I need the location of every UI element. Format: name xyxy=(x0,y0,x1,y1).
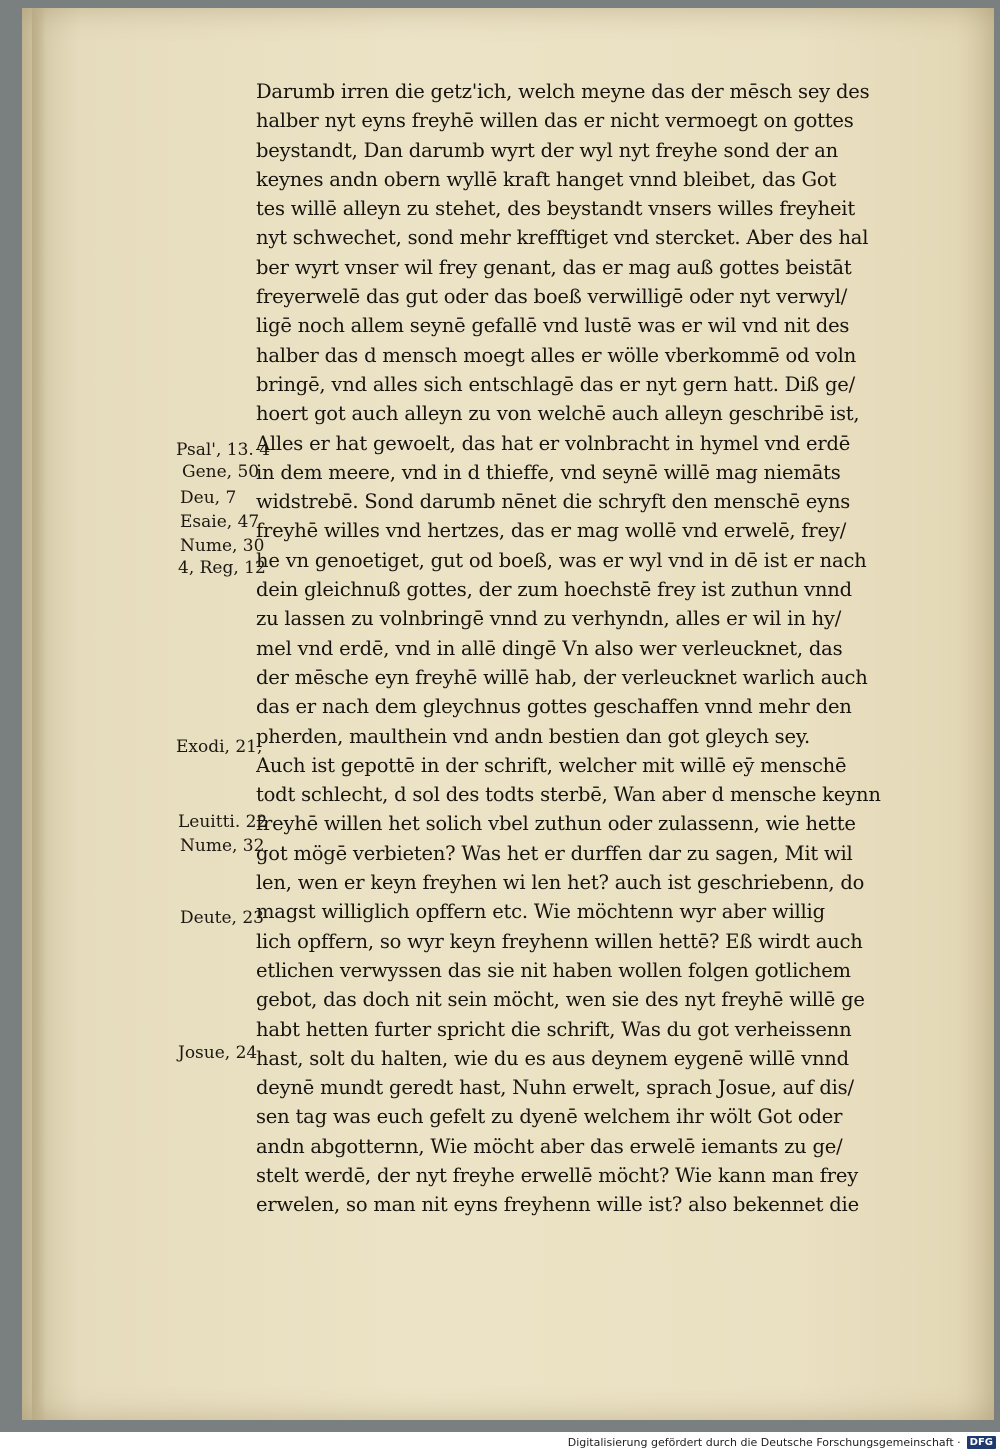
margin-note: Exodi, 21, xyxy=(176,737,263,757)
margin-note: Deute, 23 xyxy=(180,908,264,928)
text-line: ber wyrt vnser wil frey genant, das er mag auß gottes beistāt xyxy=(256,255,852,279)
text-line: der mēsche eyn freyhē willē hab, der verleucknet warlich auch xyxy=(256,665,868,689)
text-line: todt schlecht, d sol des todts sterbē, Wan aber d mensche keynn xyxy=(256,783,881,807)
text-line: bringē, vnd alles sich entschlagē das er nyt gern hatt. Diß ge/ xyxy=(256,372,855,396)
margin-note: Esaie, 47 xyxy=(180,512,260,532)
margin-note: Leuitti. 22 xyxy=(178,812,268,832)
main-text-block xyxy=(256,77,968,1220)
text-line: keynes andn obern wyllē kraft hanget vnnd bleibet, das Got xyxy=(256,167,837,191)
text-line: freyerwelē das gut oder das boeß verwilligē oder nyt verwyl/ xyxy=(256,285,848,309)
text-line: Auch ist gepottē in der schrift, welcher mit willē eȳ menschē xyxy=(256,753,847,777)
text-line: pherden, maulthein vnd andn bestien dan got gleych sey. xyxy=(256,724,811,748)
text-line: gebot, das doch nit sein möcht, wen sie des nyt freyhē willē ge xyxy=(256,988,865,1012)
text-line: freyhē willes vnd hertzes, das er mag wollē vnd erwelē, frey/ xyxy=(256,519,847,543)
text-line: dein gleichnuß gottes, der zum hoechstē frey ist zuthun vnnd xyxy=(256,578,852,602)
margin-note: Nume, 32 xyxy=(180,836,265,856)
text-line: deynē mundt geredt hast, Nuhn erwelt, sprach Josue, auf dis/ xyxy=(256,1076,854,1100)
text-line: mel vnd erdē, vnd in allē dingē Vn also wer verleucknet, das xyxy=(256,636,843,660)
margin-note: Psal', 13. 4 xyxy=(176,440,271,460)
text-line: erwelen, so man nit eyns freyhenn wille ist? also bekennet die xyxy=(256,1193,859,1217)
text-line: hast, solt du halten, wie du es aus deynem eygenē willē vnnd xyxy=(256,1046,849,1070)
text-line: halber nyt eyns freyhē willen das er nicht vermoegt on gottes xyxy=(256,109,854,133)
margin-note: Nume, 30 xyxy=(180,536,265,556)
text-line: nyt schwechet, sond mehr krefftiget vnd stercket. Aber des hal xyxy=(256,226,869,250)
text-line: etlichen verwyssen das sie nit haben wollen folgen gotlichem xyxy=(256,958,851,982)
text-line: Darumb irren die getz'ich, welch meyne das der mēsch sey des xyxy=(256,80,870,103)
margin-note: Gene, 50 xyxy=(182,462,260,482)
text-line: he vn genoetiget, gut od boeß, was er wyl vnd in dē ist er nach xyxy=(256,548,867,572)
footer xyxy=(568,1432,996,1452)
text-line: stelt werdē, der nyt freyhe erwellē möcht? Wie kann man frey xyxy=(256,1163,859,1187)
text-line: in dem meere, vnd in d thieffe, vnd seynē willē mag niemāts xyxy=(256,460,841,484)
dfg-logo-icon: DFG xyxy=(967,1436,996,1449)
text-line: halber das d mensch moegt alles er wölle vberkommē od voln xyxy=(256,343,857,367)
margin-note: Deu, 7 xyxy=(180,488,237,508)
text-line: len, wen er keyn freyhen wi len het? auch ist geschriebenn, do xyxy=(256,871,865,895)
text-line: habt hetten furter spricht die schrift, Was du got verheissenn xyxy=(256,1017,852,1041)
text-line: sen tag was euch gefelt zu dyenē welchem ihr wölt Got oder xyxy=(256,1105,843,1129)
text-line: beystandt, Dan darumb wyrt der wyl nyt freyhe sond der an xyxy=(256,138,839,162)
page-gutter-shadow xyxy=(32,8,46,1420)
text-line: widstrebē. Sond darumb nēnet die schryft den menschē eyns xyxy=(256,490,851,514)
text-line: freyhē willen het solich vbel zuthun oder zulassenn, wie hette xyxy=(256,812,856,836)
margin-note: Josue, 24 xyxy=(178,1043,258,1063)
text-line: lich opffern, so wyr keyn freyhenn willen hettē? Eß wirdt auch xyxy=(256,929,863,953)
text-line: andn abgotternn, Wie möcht aber das erwelē iemants zu ge/ xyxy=(256,1134,843,1158)
text-line: zu lassen zu volnbringē vnnd zu verhyndn, alles er wil in hy/ xyxy=(256,607,842,631)
funding-credit: Digitalisierung gefördert durch die Deutsche Forschungsgemeinschaft · xyxy=(567,1435,961,1449)
text-line: ligē noch allem seynē gefallē vnd lustē was er wil vnd nit des xyxy=(256,314,850,338)
text-line: das er nach dem gleychnus gottes geschaffen vnnd mehr den xyxy=(256,695,852,719)
text-line: hoert got auch alleyn zu von welchē auch alleyn geschribē ist, xyxy=(256,402,860,426)
text-line: got mögē verbieten? Was het er durffen dar zu sagen, Mit wil xyxy=(256,841,853,865)
text-line: magst williglich opffern etc. Wie möchtenn wyr aber willig xyxy=(256,900,825,924)
text-line: Alles er hat gewoelt, das hat er volnbracht in hymel vnd erdē xyxy=(256,431,851,455)
margin-note: 4, Reg, 12 xyxy=(178,558,266,578)
text-line: tes willē alleyn zu stehet, des beystandt vnsers willes freyheit xyxy=(256,197,855,221)
